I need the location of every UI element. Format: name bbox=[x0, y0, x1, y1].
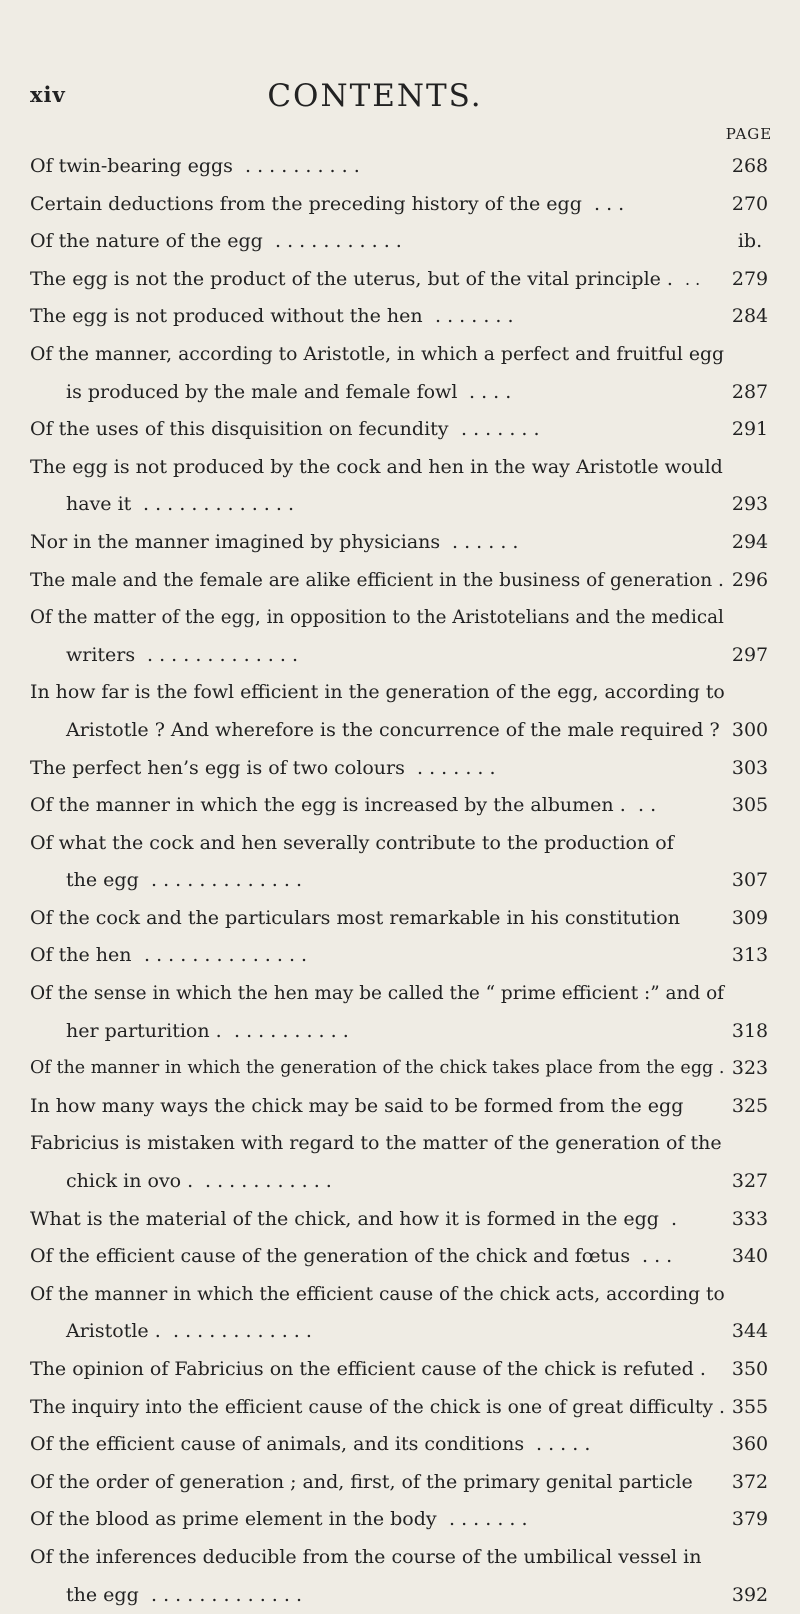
contents-entry bbox=[30, 975, 800, 1050]
contents-entry bbox=[30, 223, 800, 261]
dot-leader: . . . . . . . . . . . . bbox=[173, 1320, 312, 1343]
dot-leader: . . bbox=[685, 269, 701, 289]
dot-leader: . . . . . . . bbox=[461, 418, 540, 441]
entry-line bbox=[30, 486, 800, 524]
page-reference: 296 bbox=[731, 568, 769, 591]
entry-title: Certain deductions from the preceding history of the egg bbox=[30, 192, 582, 215]
page-reference: 313 bbox=[731, 944, 769, 967]
contents-entry bbox=[30, 1539, 800, 1614]
contents-entry bbox=[30, 336, 800, 411]
page-reference: 300 bbox=[731, 718, 769, 741]
dot-leader: . . . bbox=[642, 1245, 673, 1268]
entry-title: Of the cock and the particulars most remarkable in his constitution bbox=[30, 906, 680, 929]
dot-leader: . . . . . . . . . . bbox=[245, 155, 360, 177]
contents-entry bbox=[30, 1050, 800, 1088]
entry-title: The opinion of Fabricius on the efficient cause of the chick is refuted . bbox=[30, 1358, 706, 1380]
entry-title: The egg is not produced by the cock and hen in the way Aristotle would bbox=[30, 455, 723, 478]
entry-title: The egg is not the product of the uterus, but of the vital principle . bbox=[30, 267, 673, 290]
page-reference: 323 bbox=[731, 1057, 769, 1080]
entry-line bbox=[30, 524, 800, 562]
page-reference: 350 bbox=[731, 1358, 769, 1380]
contents-entry bbox=[30, 524, 800, 562]
entry-line bbox=[30, 148, 800, 186]
entry-line bbox=[30, 1013, 800, 1051]
page-reference: 287 bbox=[731, 380, 769, 403]
entry-title: Of the efficient cause of animals, and its conditions bbox=[30, 1433, 525, 1456]
entry-line bbox=[30, 223, 800, 261]
entry-title: Aristotle ? And wherefore is the concurrence of the male required ? bbox=[66, 718, 720, 741]
page-header bbox=[30, 78, 760, 118]
contents-entry bbox=[30, 1088, 800, 1126]
entry-title: Nor in the manner imagined by physicians bbox=[30, 530, 441, 553]
dot-leader: . . . . . . . . . . . . . bbox=[143, 493, 294, 516]
dot-leader: . . . . . . . bbox=[435, 305, 514, 328]
page-reference: 318 bbox=[731, 1019, 769, 1042]
entry-title: Of the matter of the egg, in opposition to the Aristotelians and the medical bbox=[30, 607, 724, 629]
contents-entry bbox=[30, 1501, 800, 1539]
entry-title: Of the blood as prime element in the body bbox=[30, 1508, 437, 1531]
dot-leader: . . . . . . . . . . . . . bbox=[147, 643, 298, 666]
entry-line bbox=[30, 261, 800, 299]
entry-line bbox=[30, 1163, 800, 1201]
page-reference: 372 bbox=[731, 1470, 769, 1493]
contents-entry bbox=[30, 1426, 800, 1464]
entry-line bbox=[30, 1539, 800, 1577]
entry-line bbox=[30, 674, 800, 712]
entry-title: In how far is the fowl efficient in the generation of the egg, according to bbox=[30, 681, 725, 704]
contents-list bbox=[30, 148, 800, 1614]
entry-title: the egg bbox=[66, 1583, 139, 1606]
entry-line bbox=[30, 449, 800, 487]
page-reference: 303 bbox=[731, 756, 769, 779]
page-number: xiv bbox=[30, 82, 66, 107]
entry-title: is produced by the male and female fowl bbox=[66, 380, 458, 403]
dot-leader: . . . . . . . . . . . . . . bbox=[144, 944, 308, 967]
page-reference: 305 bbox=[731, 794, 769, 817]
contents-entry bbox=[30, 787, 800, 825]
entry-line bbox=[30, 750, 800, 788]
entry-title: chick in ovo . bbox=[66, 1170, 194, 1193]
dot-leader: . . bbox=[638, 794, 657, 817]
dot-leader: . . . . . . . . . . . bbox=[205, 1170, 332, 1193]
entry-title: Fabricius is mistaken with regard to the matter of the generation of the bbox=[30, 1132, 722, 1155]
entry-line bbox=[30, 186, 800, 224]
page-reference: 294 bbox=[731, 530, 769, 553]
entry-title: Of the sense in which the hen may be called the “ prime efficient :” and of bbox=[30, 983, 725, 1005]
entry-title: Of the manner in which the efficient cause of the chick acts, according to bbox=[30, 1283, 725, 1305]
entry-line bbox=[30, 1088, 800, 1126]
entry-title: Of the nature of the egg bbox=[30, 230, 263, 253]
entry-title: Of the uses of this disquisition on fecundity bbox=[30, 418, 449, 441]
dot-leader: . . . . . . . . . . . . . bbox=[151, 869, 302, 892]
entry-line bbox=[30, 1050, 800, 1088]
entry-title: The male and the female are alike efficient in the business of generation . bbox=[30, 569, 724, 591]
contents-entry bbox=[30, 186, 800, 224]
page-title: CONTENTS. bbox=[267, 78, 483, 114]
entry-title: Of the manner in which the generation of the chick takes place from the egg . bbox=[30, 1058, 725, 1079]
page-reference: 327 bbox=[731, 1170, 769, 1193]
contents-entry bbox=[30, 261, 800, 299]
dot-leader: . . . . . . . bbox=[417, 756, 496, 779]
contents-entry bbox=[30, 1276, 800, 1351]
dot-leader: . . . . . . . . . . . bbox=[275, 230, 402, 253]
entry-title: Of the hen bbox=[30, 944, 132, 967]
page-reference: 340 bbox=[731, 1245, 769, 1268]
entry-title: Of the manner in which the egg is increased by the albumen . bbox=[30, 794, 626, 817]
entry-line bbox=[30, 1389, 800, 1427]
entry-line bbox=[30, 298, 800, 336]
entry-line bbox=[30, 1125, 800, 1163]
page-reference: 360 bbox=[731, 1433, 769, 1456]
contents-entry bbox=[30, 1125, 800, 1200]
entry-line bbox=[30, 1426, 800, 1464]
contents-entry bbox=[30, 148, 800, 186]
dot-leader: . . . . . . . . . . . . . bbox=[151, 1583, 302, 1606]
entry-title: writers bbox=[66, 643, 136, 666]
entry-line bbox=[30, 787, 800, 825]
contents-entry bbox=[30, 1351, 800, 1389]
contents-entry bbox=[30, 900, 800, 938]
contents-entry bbox=[30, 1238, 800, 1276]
entry-line bbox=[30, 862, 800, 900]
page-reference: 344 bbox=[731, 1320, 769, 1343]
entry-title: her parturition . bbox=[66, 1019, 222, 1042]
entry-line bbox=[30, 825, 800, 863]
entry-title: Of what the cock and hen severally contribute to the production of bbox=[30, 831, 674, 854]
page-reference: 279 bbox=[731, 267, 769, 290]
dot-leader: . . . . . . . bbox=[449, 1508, 528, 1531]
entry-title: Of the inferences deducible from the course of the umbilical vessel in bbox=[30, 1545, 702, 1568]
dot-leader: . . . bbox=[594, 192, 625, 215]
dot-leader: . . . . . bbox=[536, 1433, 591, 1456]
page-reference: 268 bbox=[731, 155, 769, 177]
page-reference: 297 bbox=[731, 643, 769, 666]
entry-line bbox=[30, 712, 800, 750]
entry-title: Of the manner, according to Aristotle, in which a perfect and fruitful egg bbox=[30, 343, 725, 365]
page-reference: 355 bbox=[731, 1395, 769, 1418]
contents-entry bbox=[30, 411, 800, 449]
entry-line bbox=[30, 599, 800, 637]
entry-title: Of twin-bearing eggs bbox=[30, 155, 233, 177]
entry-line bbox=[30, 900, 800, 938]
contents-entry bbox=[30, 750, 800, 788]
contents-entry bbox=[30, 1464, 800, 1502]
entry-title: Of the order of generation ; and, first, of the primary genital particle bbox=[30, 1470, 693, 1493]
entry-title: The egg is not produced without the hen bbox=[30, 305, 423, 328]
entry-title: In how many ways the chick may be said to be formed from the egg bbox=[30, 1094, 684, 1117]
contents-entry bbox=[30, 1389, 800, 1427]
page-reference: 379 bbox=[731, 1508, 769, 1531]
page-reference: 270 bbox=[731, 192, 769, 215]
entry-line bbox=[30, 1577, 800, 1614]
dot-leader: . . . . . . bbox=[452, 530, 519, 553]
entry-line bbox=[30, 1276, 800, 1314]
entry-line bbox=[30, 562, 800, 600]
page-reference: 291 bbox=[731, 418, 769, 441]
contents-entry bbox=[30, 1201, 800, 1239]
page-reference: 307 bbox=[731, 869, 769, 892]
entry-line bbox=[30, 374, 800, 412]
entry-line bbox=[30, 1464, 800, 1502]
entry-title: Of the efficient cause of the generation of the chick and fœtus bbox=[30, 1245, 631, 1268]
page-reference: 309 bbox=[731, 906, 769, 929]
entry-title: Aristotle . bbox=[66, 1320, 161, 1343]
page-reference: 284 bbox=[731, 305, 769, 328]
entry-title: The perfect hen’s egg is of two colours bbox=[30, 756, 405, 779]
entry-title: have it bbox=[66, 493, 132, 516]
entry-line bbox=[30, 411, 800, 449]
entry-line bbox=[30, 637, 800, 675]
entry-line bbox=[30, 1201, 800, 1239]
contents-entry bbox=[30, 599, 800, 674]
entry-title: the egg bbox=[66, 869, 139, 892]
entry-line bbox=[30, 1501, 800, 1539]
contents-entry bbox=[30, 298, 800, 336]
page-reference: 333 bbox=[731, 1207, 769, 1230]
entry-line bbox=[30, 937, 800, 975]
page-reference: 293 bbox=[731, 493, 769, 516]
entry-line bbox=[30, 975, 800, 1013]
page-reference: ib. bbox=[737, 230, 763, 253]
contents-entry bbox=[30, 674, 800, 749]
contents-entry bbox=[30, 562, 800, 600]
page-reference: 392 bbox=[731, 1583, 769, 1606]
entry-title: The inquiry into the efficient cause of the chick is one of great difficulty . bbox=[30, 1396, 725, 1418]
dot-leader: . . . . bbox=[469, 380, 512, 403]
page-column-label: PAGE bbox=[725, 125, 773, 143]
entry-line bbox=[30, 1351, 800, 1389]
dot-leader: . . . . . . . . . . bbox=[234, 1019, 349, 1042]
contents-entry bbox=[30, 449, 800, 524]
dot-leader: . bbox=[671, 1207, 678, 1230]
entry-line bbox=[30, 336, 800, 374]
contents-entry bbox=[30, 825, 800, 900]
page-reference: 325 bbox=[731, 1094, 769, 1117]
contents-entry bbox=[30, 937, 800, 975]
entry-title: What is the material of the chick, and how it is formed in the egg bbox=[30, 1207, 659, 1230]
entry-line bbox=[30, 1313, 800, 1351]
entry-line bbox=[30, 1238, 800, 1276]
